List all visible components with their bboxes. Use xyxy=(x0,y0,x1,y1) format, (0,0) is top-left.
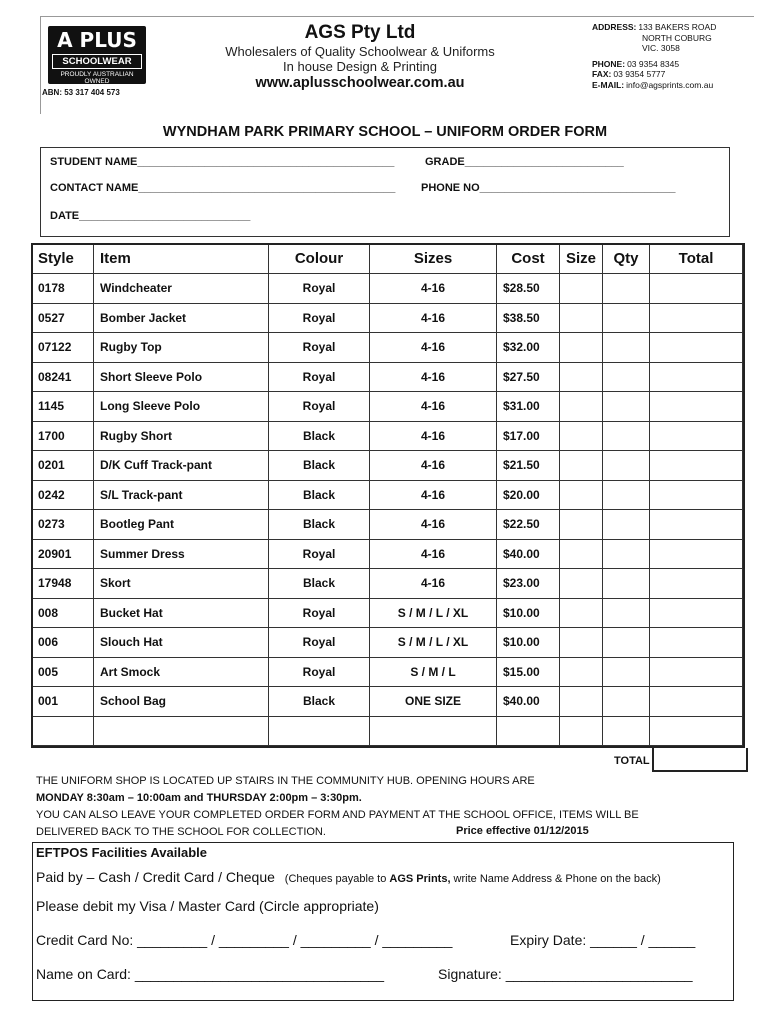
total-input-cell[interactable] xyxy=(650,333,743,363)
logo-line3: PROUDLY AUSTRALIAN OWNED xyxy=(60,71,134,85)
cell-sizes xyxy=(370,716,497,746)
logo-line2: SCHOOLWEAR xyxy=(52,54,142,69)
cell-cost: $23.00 xyxy=(497,569,560,599)
cell-cost: $40.00 xyxy=(497,539,560,569)
address-line1: 133 BAKERS ROAD xyxy=(638,22,717,32)
total-input-cell[interactable] xyxy=(650,274,743,304)
cell-colour: Black xyxy=(269,451,370,481)
cheque-note-bold: AGS Prints, xyxy=(389,873,451,885)
fax-number: 03 9354 5777 xyxy=(613,69,666,79)
cell-colour: Black xyxy=(269,480,370,510)
cell-colour: Black xyxy=(269,687,370,717)
eftpos-title: EFTPOS Facilities Available xyxy=(36,845,207,860)
signature-field[interactable]: Signature: ________________________ xyxy=(438,966,693,982)
total-input-cell[interactable] xyxy=(650,569,743,599)
name-on-card-field[interactable]: Name on Card: ________________________________ xyxy=(36,966,384,982)
cell-style xyxy=(32,716,94,746)
cell-colour: Royal xyxy=(269,303,370,333)
expiry-date-field[interactable]: Expiry Date: ______ / ______ xyxy=(510,932,696,948)
cell-style: 005 xyxy=(32,657,94,687)
header-item: Item xyxy=(94,244,269,274)
cell-sizes: 4-16 xyxy=(370,510,497,540)
header-style: Style xyxy=(32,244,94,274)
cell-item: Art Smock xyxy=(94,657,269,687)
table-row xyxy=(32,303,743,333)
qty-input-cell[interactable] xyxy=(603,480,650,510)
header-qty: Qty xyxy=(603,244,650,274)
table-row xyxy=(32,628,743,658)
total-input-cell[interactable] xyxy=(650,303,743,333)
table-row xyxy=(32,716,743,746)
cell-style: 1700 xyxy=(32,421,94,451)
cell-cost: $15.00 xyxy=(497,657,560,687)
cell-sizes: 4-16 xyxy=(370,333,497,363)
cell-colour: Royal xyxy=(269,598,370,628)
cell-cost: $22.50 xyxy=(497,510,560,540)
cell-cost: $32.00 xyxy=(497,333,560,363)
size-input-cell[interactable] xyxy=(560,657,603,687)
table-row xyxy=(32,569,743,599)
total-input-cell[interactable] xyxy=(650,539,743,569)
form-title: WYNDHAM PARK PRIMARY SCHOOL – UNIFORM ORDER FORM xyxy=(162,124,608,140)
total-input-cell[interactable] xyxy=(650,628,743,658)
phone-no-field[interactable]: PHONE NO________________________________ xyxy=(421,182,676,194)
company-name: AGS Pty Ltd xyxy=(304,22,416,43)
total-input-cell[interactable] xyxy=(650,480,743,510)
student-name-field[interactable]: STUDENT NAME__________________________________________ xyxy=(50,156,395,168)
total-input-cell[interactable] xyxy=(650,510,743,540)
date-field[interactable]: DATE____________________________ xyxy=(50,210,251,222)
debit-line: Please debit my Visa / Master Card (Circle appropriate) xyxy=(36,898,379,914)
cell-style: 0242 xyxy=(32,480,94,510)
shop-notes xyxy=(36,773,736,841)
cell-cost: $10.00 xyxy=(497,598,560,628)
cell-cost: $38.50 xyxy=(497,303,560,333)
cell-cost xyxy=(497,716,560,746)
paid-by-label: Paid by – Cash / Credit Card / Cheque xyxy=(36,869,275,885)
size-input-cell[interactable] xyxy=(560,392,603,422)
cell-colour: Royal xyxy=(269,274,370,304)
cell-colour: Royal xyxy=(269,539,370,569)
address-line3: VIC. 3058 xyxy=(642,43,680,53)
cell-cost: $27.50 xyxy=(497,362,560,392)
table-row xyxy=(32,539,743,569)
cell-sizes: 4-16 xyxy=(370,421,497,451)
size-input-cell[interactable] xyxy=(560,303,603,333)
cell-item: Short Sleeve Polo xyxy=(94,362,269,392)
total-input-cell[interactable] xyxy=(650,451,743,481)
header-total: Total xyxy=(650,244,743,274)
cell-style: 1145 xyxy=(32,392,94,422)
size-input-cell[interactable] xyxy=(560,510,603,540)
phone-number: 03 9354 8345 xyxy=(627,58,680,69)
notes-hours: MONDAY 8:30am – 10:00am and THURSDAY 2:00pm – 3:30pm. xyxy=(36,792,362,804)
cell-sizes: 4-16 xyxy=(370,362,497,392)
company-website: www.aplusschoolwear.com.au xyxy=(255,75,465,91)
cell-item: Bucket Hat xyxy=(94,598,269,628)
cell-item: Long Sleeve Polo xyxy=(94,392,269,422)
cell-item: Windcheater xyxy=(94,274,269,304)
qty-input-cell[interactable] xyxy=(603,333,650,363)
size-input-cell[interactable] xyxy=(560,362,603,392)
phone-label: PHONE: xyxy=(592,58,626,69)
cheque-note xyxy=(285,873,661,885)
header-cost: Cost xyxy=(497,244,560,274)
cell-item: D/K Cuff Track-pant xyxy=(94,451,269,481)
total-input-cell[interactable] xyxy=(650,716,743,746)
student-details-box xyxy=(40,147,730,237)
qty-input-cell[interactable] xyxy=(603,687,650,717)
size-input-cell[interactable] xyxy=(560,480,603,510)
table-row xyxy=(32,598,743,628)
total-input-cell[interactable] xyxy=(650,421,743,451)
qty-input-cell[interactable] xyxy=(603,392,650,422)
cheque-note-post: write Name Address & Phone on the back) xyxy=(450,873,661,885)
email-label: E-MAIL: xyxy=(592,79,625,90)
qty-input-cell[interactable] xyxy=(603,657,650,687)
cell-style: 006 xyxy=(32,628,94,658)
total-input-cell[interactable] xyxy=(650,687,743,717)
address-label: ADDRESS: xyxy=(592,22,637,32)
header-sizes: Sizes xyxy=(370,244,497,274)
header-size: Size xyxy=(560,244,603,274)
qty-input-cell[interactable] xyxy=(603,303,650,333)
company-tagline1: Wholesalers of Quality Schoolwear & Uniforms xyxy=(225,44,495,59)
notes-line3: YOU CAN ALSO LEAVE YOUR COMPLETED ORDER FORM AND PAYMENT AT THE SCHOOL OFFICE, ITEMS WILL BE xyxy=(36,809,639,821)
table-row xyxy=(32,421,743,451)
address-line2: NORTH COBURG xyxy=(642,32,712,43)
cell-colour: Black xyxy=(269,510,370,540)
cell-sizes: ONE SIZE xyxy=(370,687,497,717)
cell-colour: Royal xyxy=(269,333,370,363)
size-input-cell[interactable] xyxy=(560,598,603,628)
cell-style: 0273 xyxy=(32,510,94,540)
cell-sizes: S / M / L / XL xyxy=(370,598,497,628)
cell-sizes: 4-16 xyxy=(370,569,497,599)
cell-colour: Black xyxy=(269,421,370,451)
cell-item: Bomber Jacket xyxy=(94,303,269,333)
qty-input-cell[interactable] xyxy=(603,598,650,628)
qty-input-cell[interactable] xyxy=(603,274,650,304)
qty-input-cell[interactable] xyxy=(603,451,650,481)
cell-sizes: 4-16 xyxy=(370,451,497,481)
qty-input-cell[interactable] xyxy=(603,716,650,746)
cell-item: Skort xyxy=(94,569,269,599)
table-row xyxy=(32,274,743,304)
cell-style: 0201 xyxy=(32,451,94,481)
cell-cost: $17.00 xyxy=(497,421,560,451)
cell-sizes: S / M / L / XL xyxy=(370,628,497,658)
aplus-logo xyxy=(48,26,146,84)
table-row xyxy=(32,362,743,392)
contact-name-field[interactable]: CONTACT NAME__________________________________________ xyxy=(50,182,396,194)
cell-sizes: 4-16 xyxy=(370,539,497,569)
size-input-cell[interactable] xyxy=(560,687,603,717)
cell-item: Rugby Short xyxy=(94,421,269,451)
credit-card-number-field[interactable]: Credit Card No: _________ / _________ / _________ / _________ xyxy=(36,932,453,948)
cell-cost: $40.00 xyxy=(497,687,560,717)
table-row xyxy=(32,510,743,540)
cell-style: 08241 xyxy=(32,362,94,392)
size-input-cell[interactable] xyxy=(560,716,603,746)
total-label: TOTAL xyxy=(614,755,650,767)
table-header-row xyxy=(32,244,743,274)
cell-style: 008 xyxy=(32,598,94,628)
total-input-cell[interactable] xyxy=(650,657,743,687)
cell-colour: Royal xyxy=(269,392,370,422)
size-input-cell[interactable] xyxy=(560,333,603,363)
cell-style: 17948 xyxy=(32,569,94,599)
paid-by-line xyxy=(36,869,661,885)
cell-item: Bootleg Pant xyxy=(94,510,269,540)
notes-line4: DELIVERED BACK TO THE SCHOOL FOR COLLECTION. xyxy=(36,826,326,838)
cell-item: Rugby Top xyxy=(94,333,269,363)
size-input-cell[interactable] xyxy=(560,569,603,599)
payment-box xyxy=(32,842,734,1001)
notes-line1: THE UNIFORM SHOP IS LOCATED UP STAIRS IN THE COMMUNITY HUB. OPENING HOURS ARE xyxy=(36,775,535,787)
cell-cost: $21.50 xyxy=(497,451,560,481)
abn: ABN: 53 317 404 573 xyxy=(42,88,120,97)
qty-input-cell[interactable] xyxy=(603,421,650,451)
cell-cost: $28.50 xyxy=(497,274,560,304)
cell-sizes: 4-16 xyxy=(370,274,497,304)
cell-item xyxy=(94,716,269,746)
table-row xyxy=(32,333,743,363)
cell-cost: $20.00 xyxy=(497,480,560,510)
size-input-cell[interactable] xyxy=(560,274,603,304)
cheque-note-pre: (Cheques payable to xyxy=(284,873,390,885)
cell-colour: Royal xyxy=(269,362,370,392)
cell-colour: Royal xyxy=(269,628,370,658)
qty-input-cell[interactable] xyxy=(603,362,650,392)
grade-field[interactable]: GRADE__________________________ xyxy=(425,156,624,168)
cell-item: School Bag xyxy=(94,687,269,717)
qty-input-cell[interactable] xyxy=(603,569,650,599)
letterhead-divider xyxy=(40,16,41,114)
total-input-cell[interactable] xyxy=(650,392,743,422)
cell-style: 20901 xyxy=(32,539,94,569)
company-tagline2: In house Design & Printing xyxy=(283,59,437,74)
total-input-cell[interactable] xyxy=(650,598,743,628)
price-effective: Price effective 01/12/2015 xyxy=(456,825,589,837)
size-input-cell[interactable] xyxy=(560,421,603,451)
size-input-cell[interactable] xyxy=(560,451,603,481)
total-input-cell[interactable] xyxy=(650,362,743,392)
cell-sizes: 4-16 xyxy=(370,480,497,510)
table-row xyxy=(32,392,743,422)
cell-sizes: S / M / L xyxy=(370,657,497,687)
cell-style: 07122 xyxy=(32,333,94,363)
email-address: info@agsprints.com.au xyxy=(626,79,714,90)
uniform-order-table xyxy=(31,243,743,746)
cell-style: 0527 xyxy=(32,303,94,333)
qty-input-cell[interactable] xyxy=(603,628,650,658)
cell-sizes: 4-16 xyxy=(370,303,497,333)
table-row xyxy=(32,657,743,687)
logo-line1: A PLUS xyxy=(57,28,137,52)
header-colour: Colour xyxy=(269,244,370,274)
qty-input-cell[interactable] xyxy=(603,510,650,540)
size-input-cell[interactable] xyxy=(560,539,603,569)
cell-item: S/L Track-pant xyxy=(94,480,269,510)
size-input-cell[interactable] xyxy=(560,628,603,658)
company-info xyxy=(150,22,570,92)
cell-cost: $10.00 xyxy=(497,628,560,658)
cell-colour: Black xyxy=(269,569,370,599)
table-row xyxy=(32,480,743,510)
table-body xyxy=(32,274,743,746)
contact-details xyxy=(592,22,762,90)
cell-sizes: 4-16 xyxy=(370,392,497,422)
cell-style: 0178 xyxy=(32,274,94,304)
cell-style: 001 xyxy=(32,687,94,717)
cell-colour xyxy=(269,716,370,746)
total-input[interactable] xyxy=(652,748,748,772)
cell-cost: $31.00 xyxy=(497,392,560,422)
qty-input-cell[interactable] xyxy=(603,539,650,569)
table-row xyxy=(32,687,743,717)
cell-colour: Royal xyxy=(269,657,370,687)
cell-item: Summer Dress xyxy=(94,539,269,569)
table-row xyxy=(32,451,743,481)
cell-item: Slouch Hat xyxy=(94,628,269,658)
fax-label: FAX: xyxy=(592,69,612,79)
